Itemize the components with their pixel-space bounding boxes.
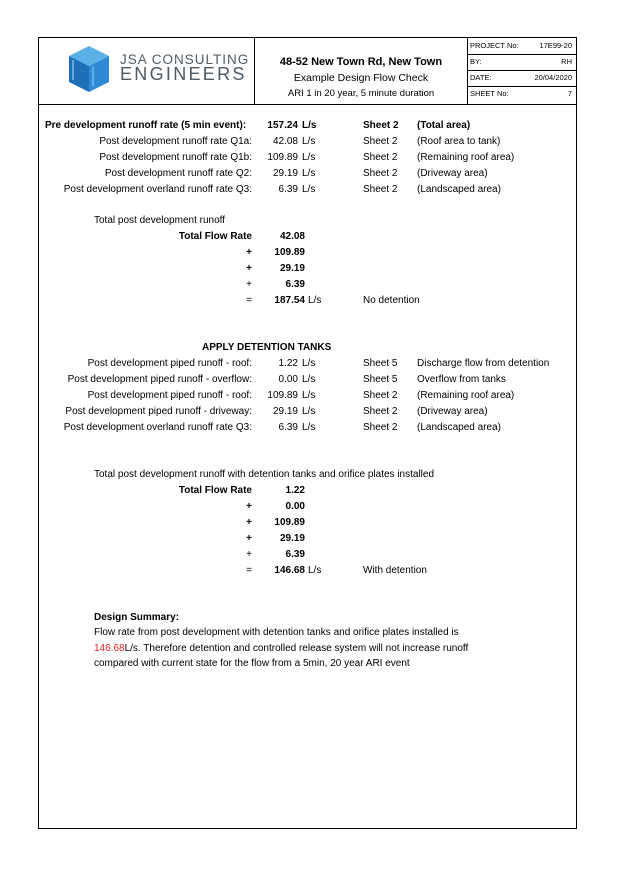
meta-key: BY:	[470, 57, 482, 66]
detention-value: 0.00	[278, 374, 298, 385]
total2-line-value: 6.39	[285, 549, 305, 560]
pre-label: Pre development runoff rate (5 min event):	[45, 120, 247, 131]
total2-unit: L/s	[308, 565, 322, 576]
detention-note: Discharge flow from detention	[417, 358, 550, 369]
detention-unit: L/s	[302, 374, 316, 385]
title-block	[255, 38, 468, 104]
detention-sheet: Sheet 5	[363, 374, 398, 385]
total2-note: With detention	[363, 565, 427, 576]
post-unit: L/s	[302, 152, 316, 163]
total2-result: 146.68	[274, 565, 305, 576]
post-note: (Landscaped area)	[417, 184, 501, 195]
detention-note: (Remaining roof area)	[417, 390, 515, 401]
pre-value: 157.24	[267, 120, 298, 131]
detention-label: Post development piped runoff - driveway:	[65, 406, 252, 417]
total2-line-value: 29.19	[279, 533, 305, 544]
detention-value: 109.89	[267, 390, 298, 401]
post-unit: L/s	[302, 184, 316, 195]
detention-value: 6.39	[278, 422, 298, 433]
total2-flow-label: Total Flow Rate	[178, 485, 252, 496]
detention-note: (Landscaped area)	[417, 422, 501, 433]
post-sheet: Sheet 2	[363, 152, 398, 163]
meta-row	[468, 70, 576, 87]
detention-label: Post development piped runoff - overflow:	[67, 374, 252, 385]
meta-key: PROJECT No:	[470, 41, 519, 50]
detention-unit: L/s	[302, 358, 316, 369]
pre-unit: L/s	[302, 120, 317, 131]
detention-label: Post development piped runoff - roof:	[87, 390, 252, 401]
post-unit: L/s	[302, 168, 316, 179]
post-unit: L/s	[302, 136, 316, 147]
post-note: (Roof area to tank)	[417, 136, 501, 147]
total2-line-op: +	[246, 517, 252, 528]
pre-note: (Total area)	[417, 120, 471, 131]
total1-line-value: 42.08	[279, 231, 305, 242]
post-value: 6.39	[278, 184, 298, 195]
company-logo	[39, 38, 255, 104]
meta-value: 7	[567, 89, 572, 98]
detention-sheet: Sheet 5	[363, 358, 398, 369]
meta-key: DATE:	[470, 73, 492, 82]
meta-value: 20/04/2020	[534, 73, 572, 82]
post-value: 29.19	[272, 168, 298, 179]
project-title: 48-52 New Town Rd, New Town	[279, 56, 443, 68]
post-value: 109.89	[267, 152, 298, 163]
summary-highlight-value: 146.68	[94, 642, 125, 654]
post-label: Post development runoff rate Q2:	[104, 168, 252, 179]
detention-note: (Driveway area)	[417, 406, 488, 417]
total1-line-value: 29.19	[279, 263, 305, 274]
post-label: Post development runoff rate Q1b:	[99, 152, 252, 163]
total2-line-op: +	[246, 533, 252, 544]
detention-sheet: Sheet 2	[363, 422, 398, 433]
meta-value: RH	[561, 57, 572, 66]
total1-unit: L/s	[308, 295, 322, 306]
detention-label: Post development piped runoff - roof:	[87, 358, 252, 369]
post-label: Post development runoff rate Q1a:	[99, 136, 252, 147]
summary-paragraph	[94, 625, 474, 672]
header-block	[39, 38, 576, 105]
post-label: Post development overland runoff rate Q3:	[63, 184, 252, 195]
total2-line-value: 0.00	[285, 501, 305, 512]
meta-row	[468, 86, 576, 103]
meta-row	[468, 54, 576, 71]
design-event: ARI 1 in 20 year, 5 minute duration	[287, 88, 435, 99]
total1-heading: Total post development runoff	[94, 215, 226, 226]
summary-heading: Design Summary:	[94, 612, 180, 623]
meta-key: SHEET No:	[470, 89, 509, 98]
total1-line-op: +	[246, 263, 252, 274]
total2-equals: =	[246, 565, 252, 576]
detention-unit: L/s	[302, 422, 316, 433]
detention-value: 1.22	[278, 358, 298, 369]
total2-line-value: 1.22	[285, 485, 305, 496]
total2-line-op: +	[246, 501, 252, 512]
detention-unit: L/s	[302, 406, 316, 417]
company-name-line1: JSA CONSULTING	[120, 52, 250, 67]
company-name-line2: ENGINEERS	[120, 64, 247, 84]
total1-note: No detention	[363, 295, 420, 306]
total1-result: 187.54	[274, 295, 305, 306]
total2-line-op: +	[246, 549, 252, 560]
total1-line-op: +	[246, 247, 252, 258]
post-sheet: Sheet 2	[363, 184, 398, 195]
detention-heading: APPLY DETENTION TANKS	[202, 342, 332, 353]
meta-table	[468, 38, 576, 104]
document-subtitle: Example Design Flow Check	[293, 72, 429, 84]
total2-heading: Total post development runoff with detention tanks and orifice plates installed	[94, 469, 435, 480]
detention-note: Overflow from tanks	[417, 374, 506, 385]
detention-unit: L/s	[302, 390, 316, 401]
total1-line-op: +	[246, 279, 252, 290]
total1-equals: =	[246, 295, 252, 306]
total2-line-value: 109.89	[274, 517, 305, 528]
post-note: (Remaining roof area)	[417, 152, 515, 163]
total1-flow-label: Total Flow Rate	[178, 231, 252, 242]
post-note: (Driveway area)	[417, 168, 488, 179]
meta-value: 17E99-20	[539, 41, 572, 50]
meta-row	[468, 38, 576, 55]
post-value: 42.08	[272, 136, 298, 147]
post-sheet: Sheet 2	[363, 168, 398, 179]
detention-label: Post development overland runoff rate Q3:	[63, 422, 252, 433]
total1-line-value: 109.89	[274, 247, 305, 258]
detention-sheet: Sheet 2	[363, 390, 398, 401]
pre-sheet: Sheet 2	[363, 120, 399, 131]
cube-logo-icon	[65, 44, 113, 94]
detention-sheet: Sheet 2	[363, 406, 398, 417]
summary-text-after: L/s. Therefore detention and controlled release system will not increase runoff compared with current state for the flow from a 5min, 20 year ARI event	[94, 642, 469, 669]
post-sheet: Sheet 2	[363, 136, 398, 147]
summary-text-before: Flow rate from post development with detention tanks and orifice plates installed is	[94, 627, 459, 638]
detention-value: 29.19	[272, 406, 298, 417]
total1-line-value: 6.39	[285, 279, 305, 290]
